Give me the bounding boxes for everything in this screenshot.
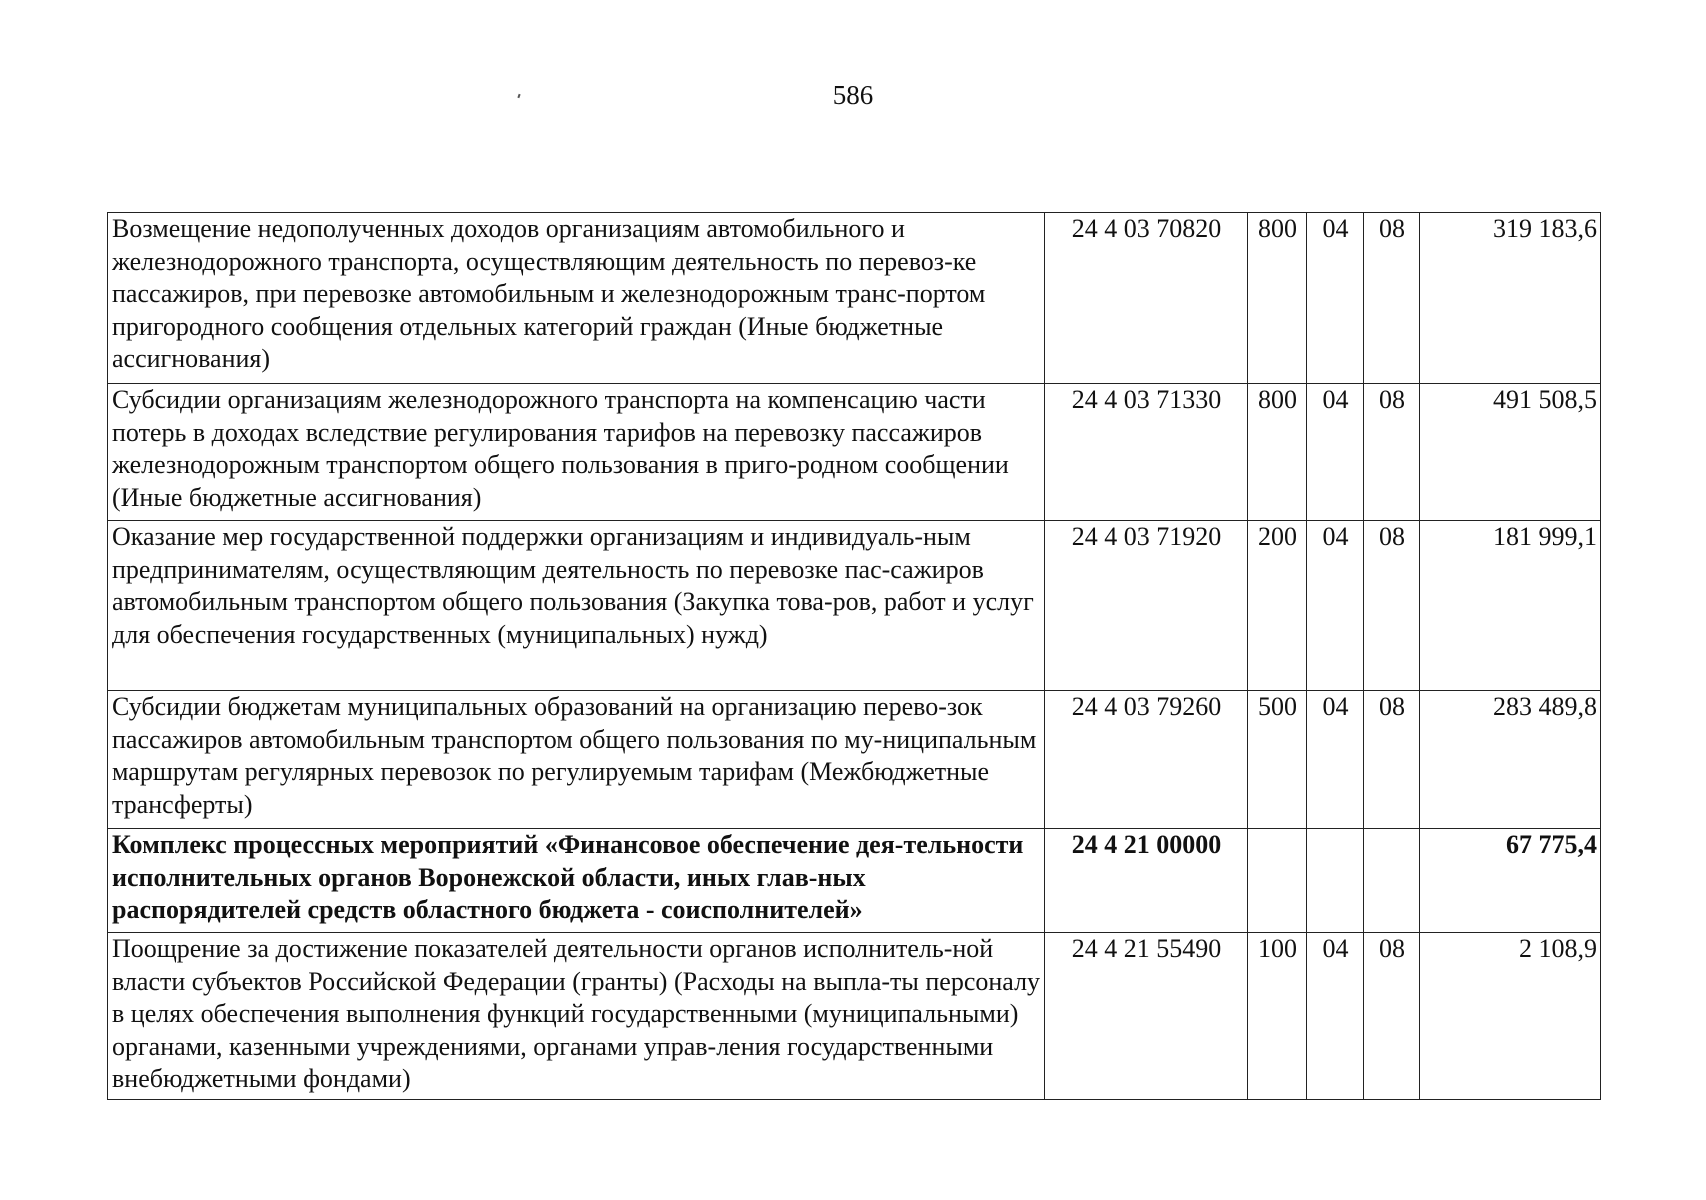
- table-row: [108, 691, 1601, 829]
- table-row: [108, 933, 1601, 1100]
- row-description: Субсидии бюджетам муниципальных образований на организацию перево-зок пассажиров автомобильным транспортом общего пользования по му-ниципальным маршрутам регулярных перевозок по регулируемым тарифам (Межбюджетные трансферты): [108, 691, 1045, 829]
- row-subsection: 08: [1364, 213, 1420, 384]
- row-target-code: 24 4 03 71920: [1045, 521, 1248, 691]
- row-subsection: 08: [1364, 384, 1420, 521]
- row-description: Субсидии организациям железнодорожного транспорта на компенсацию части потерь в доходах вследствие регулирования тарифов на перевозку пассажиров железнодорожным транспортом общего пользования в приго-родном сообщении (Иные бюджетные ассигнования): [108, 384, 1045, 521]
- row-section: 04: [1307, 691, 1364, 829]
- row-expense-type: [1248, 829, 1307, 933]
- row-target-code: 24 4 03 70820: [1045, 213, 1248, 384]
- row-subsection: 08: [1364, 521, 1420, 691]
- table-row: [108, 384, 1601, 521]
- row-expense-type: 500: [1248, 691, 1307, 829]
- row-expense-type: 100: [1248, 933, 1307, 1100]
- page-number: 586: [832, 80, 874, 110]
- row-section: 04: [1307, 384, 1364, 521]
- row-section: 04: [1307, 933, 1364, 1100]
- row-amount: 67 775,4: [1420, 829, 1601, 933]
- row-target-code: 24 4 03 79260: [1045, 691, 1248, 829]
- row-description: Комплекс процессных мероприятий «Финансовое обеспечение дея-тельности исполнительных органов Воронежской области, иных глав-ных распорядителей средств областного бюджета - соисполнителей»: [108, 829, 1045, 933]
- row-amount: 2 108,9: [1420, 933, 1601, 1100]
- table-row-section-header: [108, 829, 1601, 933]
- row-expense-type: 800: [1248, 213, 1307, 384]
- row-expense-type: 800: [1248, 384, 1307, 521]
- row-expense-type: 200: [1248, 521, 1307, 691]
- row-description: Оказание мер государственной поддержки организациям и индивидуаль-ным предпринимателям, осуществляющим деятельность по перевозке пас-сажиров автомобильным транспортом общего пользования (Закупка това-ров, работ и услуг для обеспечения государственных (муниципальных) нужд): [108, 521, 1045, 691]
- row-amount: 283 489,8: [1420, 691, 1601, 829]
- row-amount: 181 999,1: [1420, 521, 1601, 691]
- row-section: 04: [1307, 213, 1364, 384]
- table-row: [108, 213, 1601, 384]
- budget-table: [107, 212, 1601, 1100]
- row-description: Поощрение за достижение показателей деятельности органов исполнитель-ной власти субъектов Российской Федерации (гранты) (Расходы на выпла-ты персоналу в целях обеспечения выполнения функций государственными (муниципальными) органами, казенными учреждениями, органами управ-ления государственными внебюджетными фондами): [108, 933, 1045, 1100]
- row-subsection: [1364, 829, 1420, 933]
- row-amount: 491 508,5: [1420, 384, 1601, 521]
- row-section: [1307, 829, 1364, 933]
- row-amount: 319 183,6: [1420, 213, 1601, 384]
- row-section: 04: [1307, 521, 1364, 691]
- row-description: Возмещение недополученных доходов организациям автомобильного и железнодорожного транспорта, осуществляющим деятельность по перевоз-ке пассажиров, при перевозке автомобильным и железнодорожным транс-портом пригородного сообщения отдельных категорий граждан (Иные бюджетные ассигнования): [108, 213, 1045, 384]
- row-target-code: 24 4 21 55490: [1045, 933, 1248, 1100]
- row-subsection: 08: [1364, 691, 1420, 829]
- row-subsection: 08: [1364, 933, 1420, 1100]
- row-target-code: 24 4 21 00000: [1045, 829, 1248, 933]
- row-target-code: 24 4 03 71330: [1045, 384, 1248, 521]
- table-row: [108, 521, 1601, 691]
